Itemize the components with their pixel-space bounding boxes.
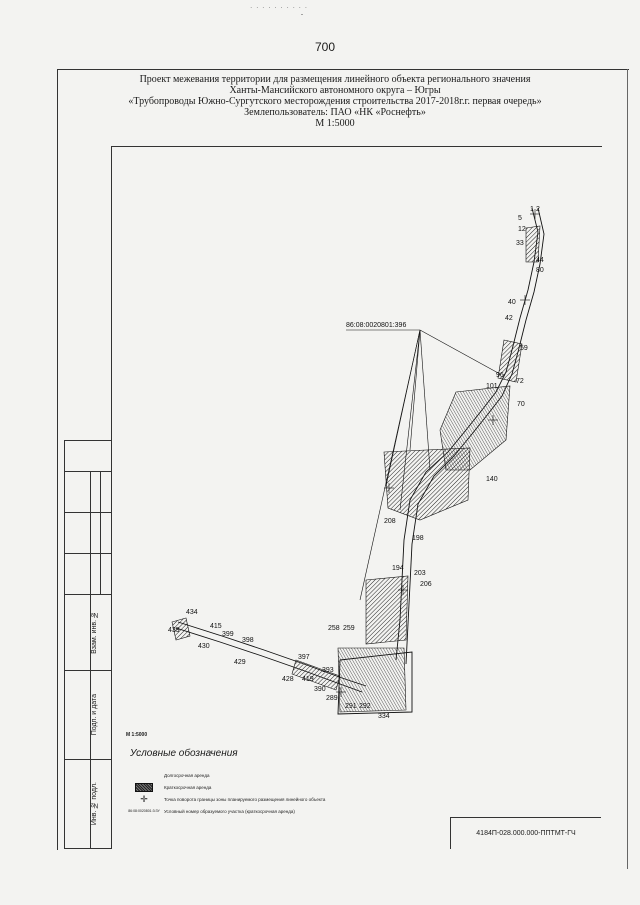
stamp-label-inv: Инв. № подл. [90,782,98,826]
header-line-3: «Трубопроводы Южно-Сургутского месторождения строительства 2017-2018г.г. первая очередь» [128,96,542,107]
point-label: 1 [530,206,534,213]
point-label: 101 [486,383,498,390]
point-label: 415 [210,623,222,630]
point-label: 203 [414,570,426,577]
point-label: 390 [314,686,326,693]
header-line-5: М 1:5000 [315,118,355,129]
point-label: 334 [378,713,390,720]
turning-point-icon: ✛ [140,793,148,804]
scale-note: М 1:5000 [126,732,148,738]
point-label: 33 [516,240,524,247]
point-label: 439 [168,627,180,634]
point-label: 72 [516,378,524,385]
legend-item-short-term [130,781,430,793]
header-line-4: Землепользователь: ПАО «НК «Роснефть» [244,107,426,118]
legend-item-parcel-number [130,805,430,817]
point-label: 70 [517,401,525,408]
point-label: 42 [505,315,513,322]
point-label: 40 [508,299,516,306]
point-label: 140 [486,476,498,483]
header-line-1: Проект межевания территории для размещения линейного объекта регионального значения [139,74,531,85]
stamp-label-replace: Взам. инв. № [90,611,98,654]
document-code-stamp [450,817,601,849]
point-label: 208 [384,518,396,525]
cadastral-number: 86:08:0020801:396 [346,322,407,329]
point-label: 434 [186,609,198,616]
scan-marks: · · · · · · · · · · [250,4,309,12]
point-label: 96 [496,372,504,379]
point-label: 393 [322,667,334,674]
point-label: 206 [420,581,432,588]
point-label: 291 [345,703,357,710]
legend-text: Точка поворота границы зоны планируемого размещения линейного объекта [164,796,326,802]
short-term-lease-symbol-wrap [130,783,158,792]
point-label: 44 [536,257,544,264]
point-label: 5 [518,215,522,222]
header-line-2: Ханты-Мансийского автономного округа – Югры [229,85,441,96]
point-label: 419 [302,676,314,683]
point-label: 12 [518,226,526,233]
point-label: 430 [198,643,210,650]
short-term-lease-areas [172,226,540,712]
point-label: 429 [234,659,246,666]
point-label: 80 [536,267,544,274]
legend-text: Условный номер образуемого участка (краткосрочная аренда) [164,808,295,814]
page-number: 700 [314,40,336,54]
point-label: 59 [520,345,528,352]
parcel-number-symbol: 86:08:0020801:3:ЗУ [128,809,160,813]
point-label: 258 [328,625,340,632]
point-label: 198 [412,535,424,542]
legend-text: Долгосрочная аренда [164,772,210,778]
point-label: 259 [343,625,355,632]
point-label: 194 [392,565,404,572]
point-label: 397 [298,654,310,661]
legend-item-long-term [130,769,430,781]
point-label: 292 [359,703,371,710]
point-label: 398 [242,637,254,644]
point-label: 428 [282,676,294,683]
point-label: 2 [536,206,540,213]
long-term-lease-symbol [130,771,158,780]
point-label: 399 [222,631,234,638]
legend-item-turning-point [130,793,430,805]
legend-title: Условные обозначения [130,748,238,759]
legend-text: Краткосрочная аренда [164,784,212,790]
point-label: 289 [326,695,338,702]
pipeline-corridor [176,208,544,714]
legend [130,748,430,817]
document-code: 4184П-028.000.000-ППТМТ-ГЧ [476,830,576,837]
stamp-label-sign: Подп. и дата [90,694,98,736]
short-term-lease-symbol [135,783,153,792]
point-labels [168,206,544,720]
